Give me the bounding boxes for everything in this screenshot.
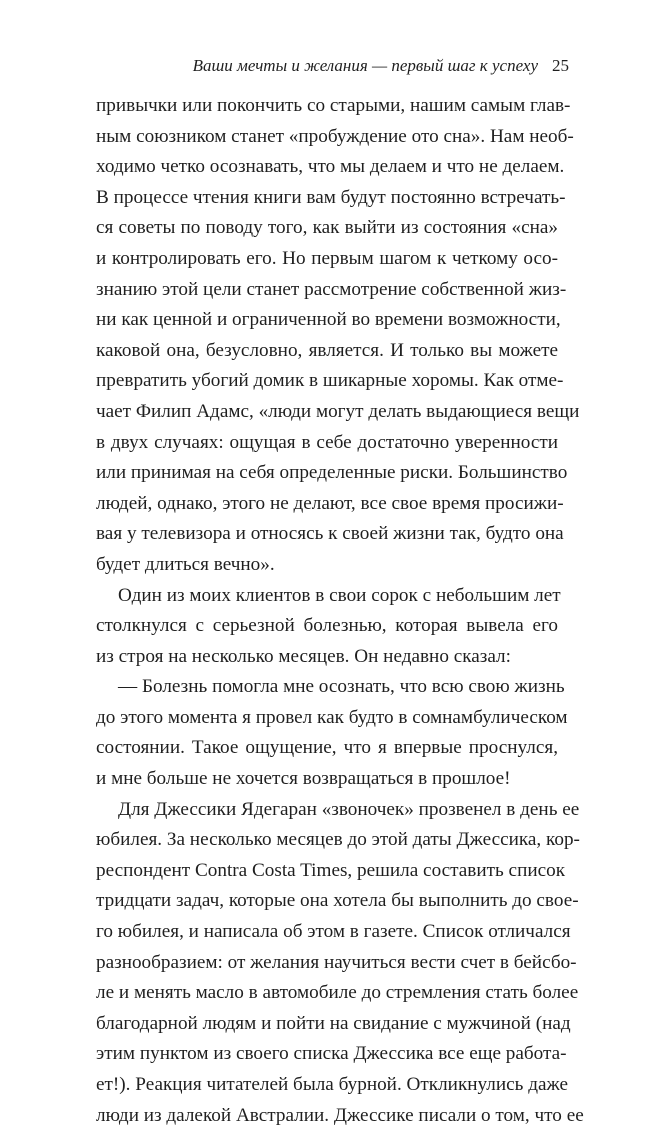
paragraph (96, 581, 561, 673)
text-line: каковой она, безусловно, является. И только вы можете (96, 339, 558, 361)
text-line: в двух случаях: ощущая в себе достаточно уверенности (96, 431, 558, 453)
text-line: чает Филип Адамс, «люди могут делать выдающиеся вещи (96, 400, 580, 422)
text-line: го юбилея, и написала об этом в газете. Список отличался (96, 921, 571, 943)
text-line: столкнулся с серьезной болезнью, которая вывела его (96, 615, 558, 637)
text-line: будет длиться вечно». (96, 553, 275, 575)
text-line: вая у телевизора и относясь к своей жизни так, будто она (96, 523, 564, 545)
paragraph (96, 795, 584, 1131)
text-line: юбилея. За несколько месяцев до этой даты Джессика, кор- (96, 829, 580, 851)
text-line: люди из далекой Австралии. Джессике писали о том, что ее (96, 1104, 584, 1126)
text-line: ходимо четко осознавать, что мы делаем и что не делаем. (96, 156, 565, 178)
text-line: или принимая на себя определенные риски. Большинство (96, 462, 568, 484)
paragraph (96, 91, 580, 581)
body-text (96, 91, 584, 1131)
text-line: ся советы по поводу того, как выйти из состояния «сна» (96, 217, 558, 239)
text-line: ле и менять масло в автомобиле до стремления стать более (96, 982, 579, 1004)
text-line: ным союзником станет «пробуждение ото сна». Нам необ- (96, 125, 574, 147)
running-head (193, 54, 569, 78)
text-line: этим пунктом из своего списка Джессика все еще работа- (96, 1043, 567, 1065)
text-line: знанию этой цели станет рассмотрение собственной жиз- (96, 278, 567, 300)
text-line: ет!). Реакция читателей была бурной. Откликнулись даже (96, 1074, 568, 1095)
text-line: благодарной людям и пойти на свидание с мужчиной (над (96, 1012, 571, 1034)
text-line: респондент Contra Costa Times, решила составить список (96, 859, 566, 881)
text-line: людей, однако, этого не делают, все свое время просижи- (96, 492, 564, 514)
text-line: разнообразием: от желания научиться вести счет в бейсбо- (96, 951, 577, 973)
text-line: В процессе чтения книги вам будут постоянно встречать- (96, 186, 566, 208)
text-line: и мне больше не хочется возвращаться в прошлое! (96, 768, 511, 790)
text-line: ни как ценной и ограниченной во времени возможности, (96, 309, 561, 331)
text-line: привычки или покончить со старыми, нашим самым глав- (96, 95, 571, 116)
text-line: состоянии. Такое ощущение, что я впервые проснулся, (96, 737, 558, 759)
text-line: до этого момента я провел как будто в сомнамбулическом (96, 706, 568, 728)
running-title: Ваши мечты и желания — первый шаг к успеху (192, 56, 538, 75)
page-number: 25 (552, 56, 569, 75)
text-line: и контролировать его. Но первым шагом к четкому осо- (96, 247, 558, 269)
text-line: тридцати задач, которые она хотела бы выполнить до свое- (96, 890, 579, 912)
text-line: превратить убогий домик в шикарные хоромы. Как отме- (96, 370, 564, 392)
text-line: Один из моих клиентов в свои сорок с небольшим лет (118, 584, 561, 606)
text-line: из строя на несколько месяцев. Он недавно сказал: (96, 645, 511, 667)
text-line: — Болезнь помогла мне осознать, что всю свою жизнь (118, 676, 565, 698)
paragraph (96, 672, 568, 794)
text-line: Для Джессики Ядегаран «звоночек» прозвенел в день ее (118, 798, 580, 820)
